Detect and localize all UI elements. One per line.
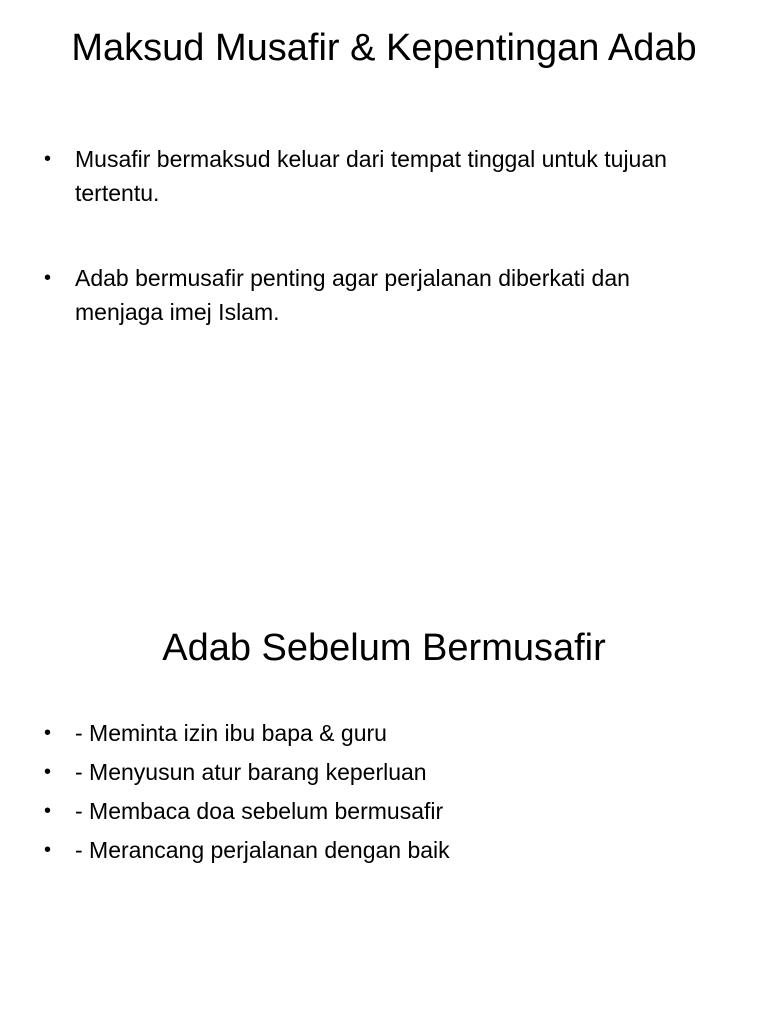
bullet-text: Musafir bermaksud keluar dari tempat tinggal untuk tujuan tertentu. — [75, 146, 667, 206]
slide-adab-sebelum-bermusafir — [0, 512, 768, 1024]
bullet-icon: • — [44, 722, 52, 744]
slide-title: Maksud Musafir & Kepentingan Adab — [71, 27, 697, 69]
bullet-item — [44, 142, 714, 210]
slide-title: Adab Sebelum Bermusafir — [162, 627, 606, 669]
bullet-text: - Meminta izin ibu bapa & guru — [75, 720, 387, 746]
bullet-item — [44, 831, 714, 870]
bullet-item — [44, 261, 714, 329]
bullet-icon: • — [44, 761, 52, 783]
bullet-item — [44, 753, 714, 792]
bullet-text: - Merancang perjalanan dengan baik — [75, 837, 450, 863]
bullet-icon: • — [44, 800, 52, 822]
bullet-text: - Menyusun atur barang keperluan — [75, 759, 427, 785]
bullet-icon: • — [44, 267, 52, 289]
bullet-icon: • — [44, 839, 52, 861]
bullet-item — [44, 714, 714, 753]
bullet-list — [44, 142, 714, 329]
bullet-item — [44, 792, 714, 831]
bullet-icon: • — [44, 148, 52, 170]
bullet-text: Adab bermusafir penting agar perjalanan diberkati dan menjaga imej Islam. — [75, 265, 630, 325]
bullet-text: - Membaca doa sebelum bermusafir — [75, 798, 444, 824]
bullet-list — [44, 714, 714, 870]
